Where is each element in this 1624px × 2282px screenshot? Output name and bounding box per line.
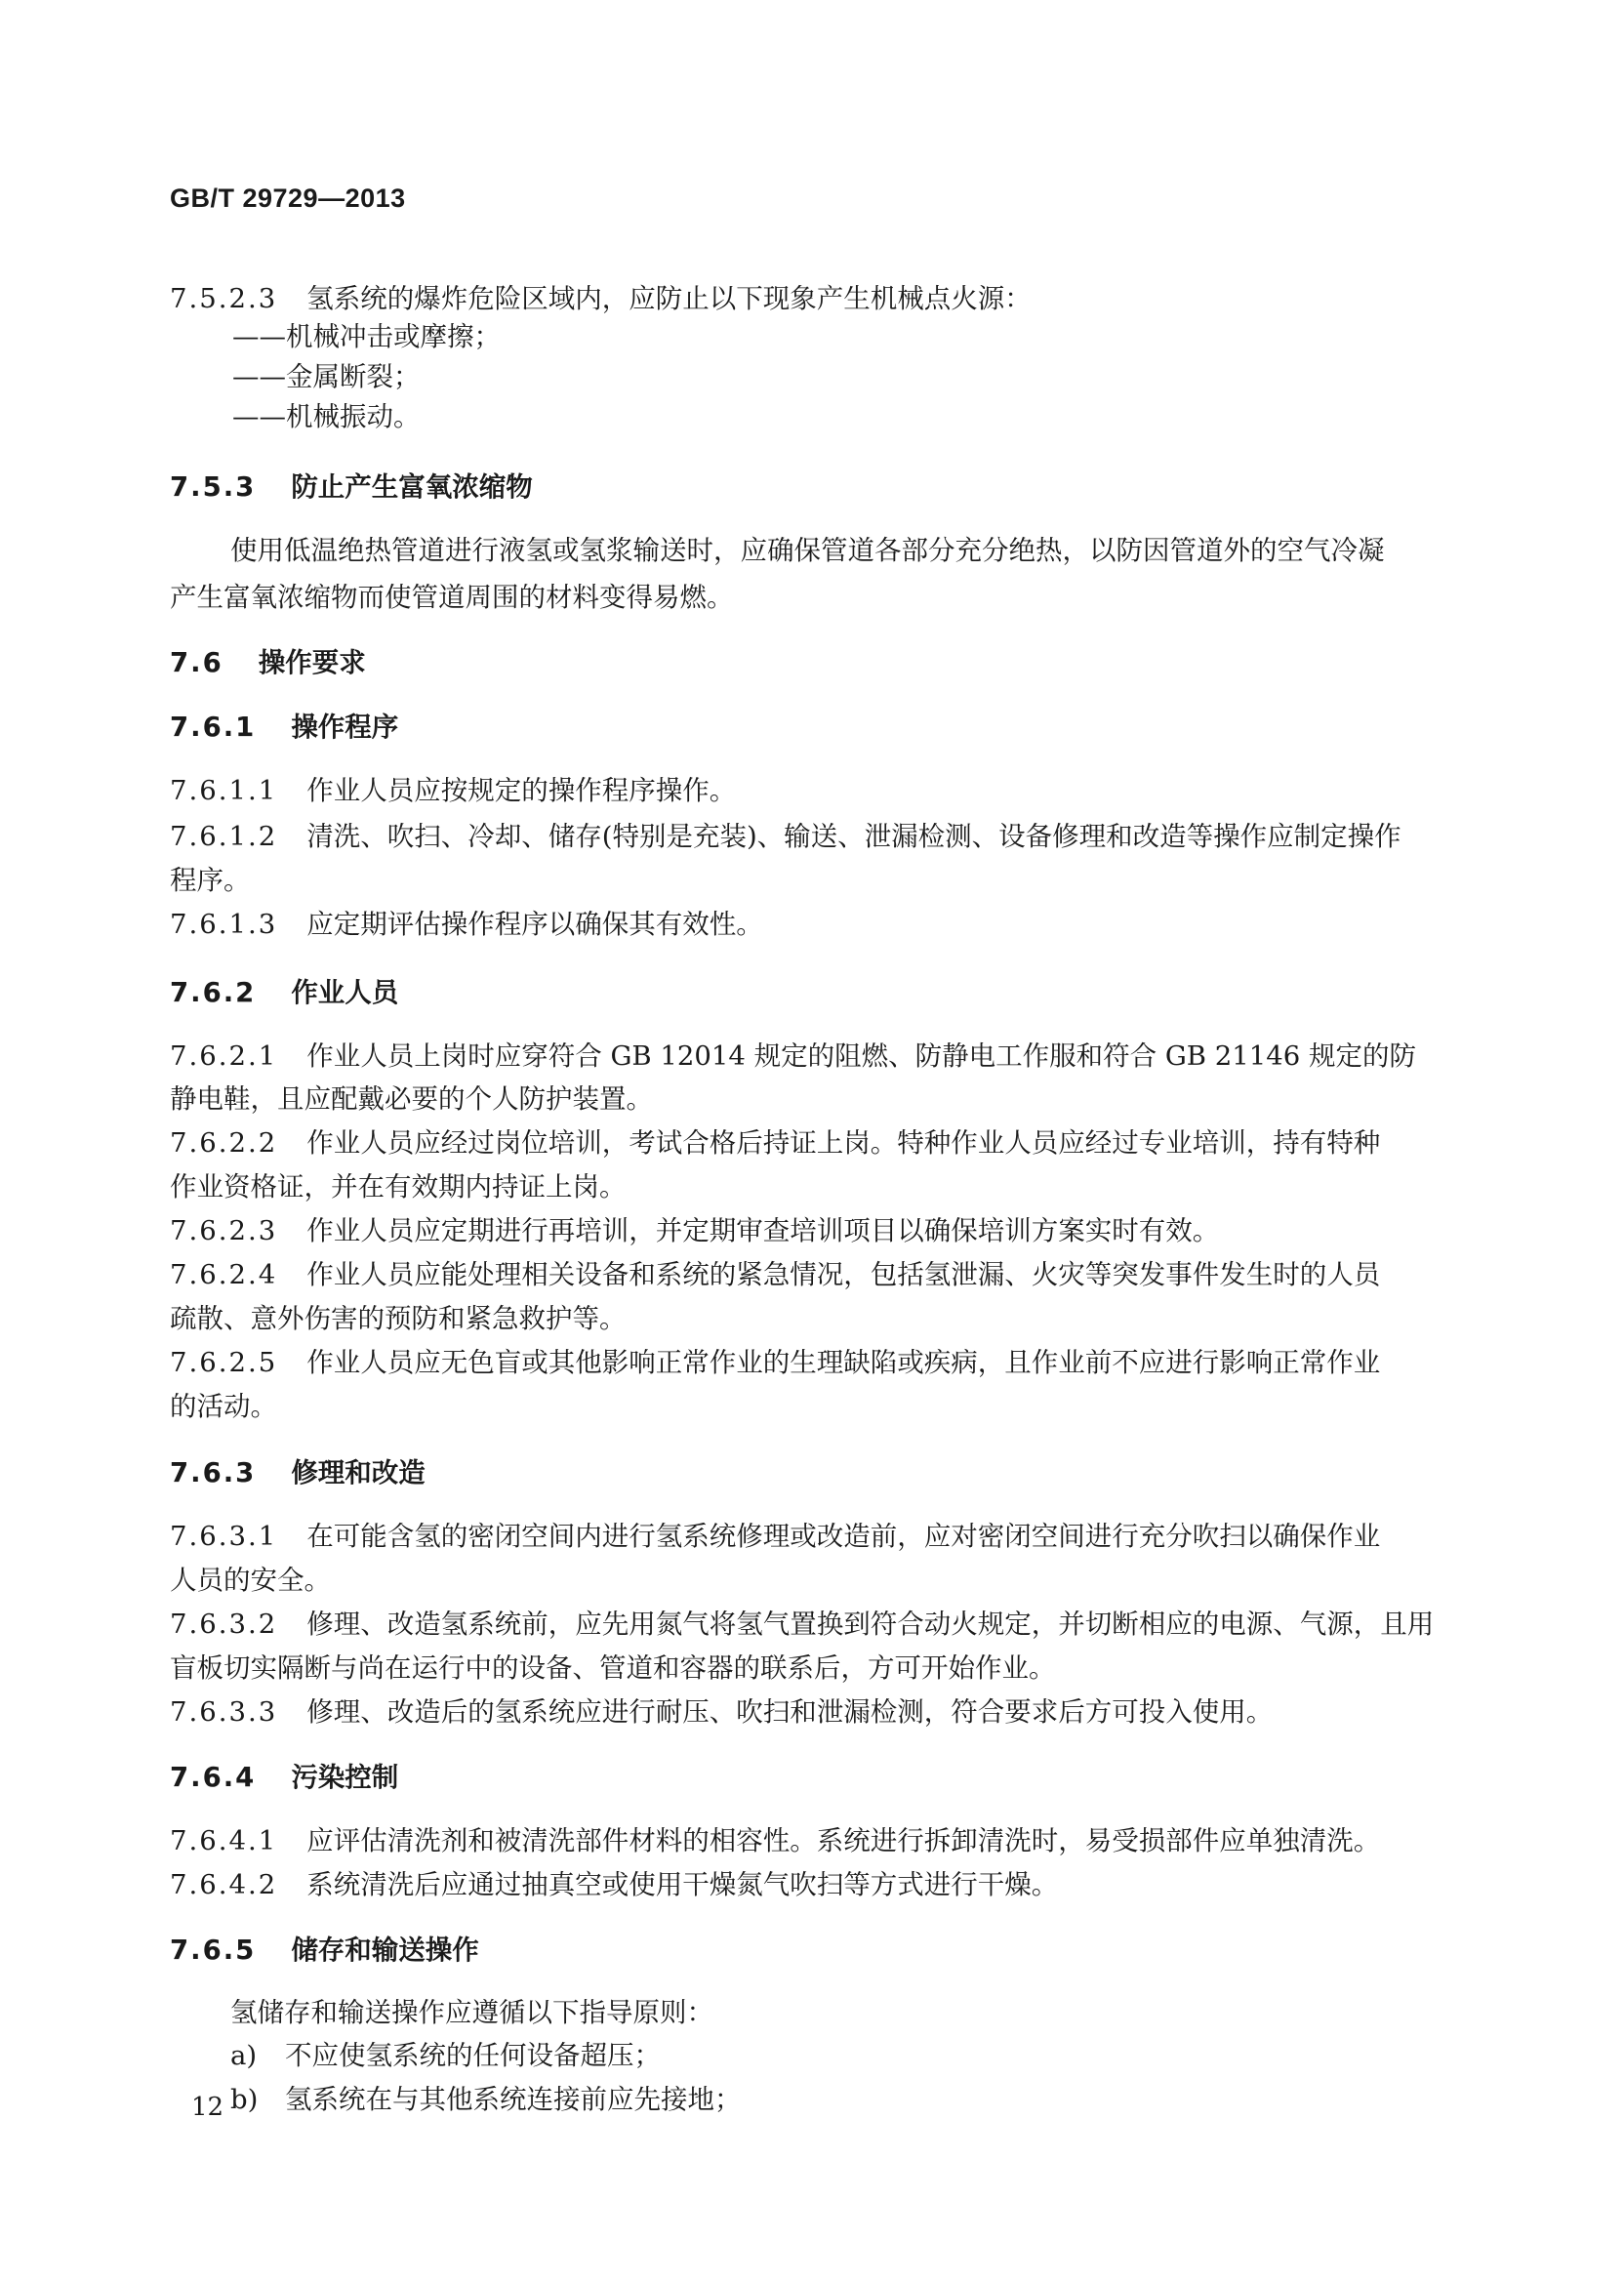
section-heading-7-6-2 [170,970,1439,1009]
clause-text: 作业人员应定期进行再培训，并定期审查培训项目以确保培训方案实时有效。 [306,1215,1220,1246]
paragraph-line: 氢储存和输送操作应遵循以下指导原则： [230,1997,713,2028]
clause-text: 作业人员上岗时应穿符合 GB 12014 规定的阻燃、防静电工作服和符合 GB 21146 规定的防 [306,1040,1416,1072]
clause-text: 系统清洗后应通过抽真空或使用干燥氮气吹扫等方式进行干燥。 [306,1869,1059,1900]
clause-text: 应评估清洗剂和被清洗部件材料的相容性。系统进行拆卸清洗时，易受损部件应单独清洗。 [306,1825,1381,1856]
clause-7-6-2-1 [170,1034,1439,1073]
clause-text: 应定期评估操作程序以确保其有效性。 [306,909,763,940]
clause-7-6-1-1 [170,768,1439,807]
heading-title: 修理和改造 [291,1457,426,1488]
paragraph-line: 产生富氧浓缩物而使管道周围的材料变得易燃。 [170,582,734,613]
clause-text: 作业人员应能处理相关设备和系统的紧急情况，包括氢泄漏、火灾等突发事件发生时的人员 [306,1259,1381,1290]
section-heading-7-6 [170,640,1439,679]
clause-7-6-1-3 [170,902,1439,941]
clause-number: 7.6.4.2 [170,1869,278,1900]
dash-item: ——机械振动。 [232,401,421,432]
clause-number: 7.6.3.1 [170,1521,278,1552]
clause-7-6-3-3 [170,1690,1439,1729]
clause-continuation: 盲板切实隔断与尚在运行中的设备、管道和容器的联系后，方可开始作业。 [170,1652,1056,1684]
clause-number: 7.6.2.4 [170,1259,278,1290]
clause-7-6-3-1 [170,1514,1439,1553]
clause-7-6-3-2 [170,1602,1439,1641]
clause-number: 7.6.1.2 [170,821,278,852]
page-number: 12 [191,2093,224,2122]
clause-7-6-4-2 [170,1862,1439,1901]
clause-number: 7.6.3.2 [170,1609,278,1640]
clause-number: 7.6.3.3 [170,1696,278,1728]
list-item-b [230,2077,1499,2116]
clause-number: 7.6.2.3 [170,1215,278,1246]
heading-number: 7.6.5 [170,1935,257,1966]
clause-number: 7.6.1.3 [170,909,278,940]
heading-title: 储存和输送操作 [291,1935,479,1966]
clause-number: 7.6.2.2 [170,1127,278,1159]
clause-7-6-2-5 [170,1340,1439,1379]
list-item-a [230,2033,1499,2072]
clause-7-6-2-2 [170,1121,1439,1160]
clause-text: 清洗、吹扫、冷却、储存(特别是充装)、输送、泄漏检测、设备修理和改造等操作应制定操作 [306,821,1401,852]
clause-continuation: 程序。 [170,865,251,896]
clause-continuation: 静电鞋，且应配戴必要的个人防护装置。 [170,1083,653,1115]
heading-title: 作业人员 [291,977,399,1008]
clause-number: 7.5.2.3 [170,283,278,314]
section-heading-7-6-1 [170,705,1439,744]
clause-number: 7.6.4.1 [170,1825,278,1856]
clause-7-6-2-4 [170,1252,1439,1291]
dash-item: ——机械冲击或摩擦； [232,321,501,352]
clause-7-6-2-3 [170,1208,1439,1247]
clause-text: 作业人员应按规定的操作程序操作。 [306,775,737,806]
list-item-label: a) [230,2040,258,2071]
clause-7-6-1-2 [170,814,1439,853]
heading-title: 操作程序 [291,712,399,743]
clause-text: 修理、改造氢系统前，应先用氮气将氢气置换到符合动火规定，并切断相应的电源、气源，且用 [306,1609,1435,1640]
clause-7-5-2-3 [170,276,1439,315]
clause-number: 7.6.2.1 [170,1040,278,1072]
heading-title: 污染控制 [291,1762,399,1793]
heading-number: 7.6.4 [170,1762,257,1793]
clause-text: 修理、改造后的氢系统应进行耐压、吹扫和泄漏检测，符合要求后方可投入使用。 [306,1696,1274,1728]
heading-title: 防止产生富氧浓缩物 [291,471,533,503]
list-item-text: 氢系统在与其他系统连接前应先接地； [285,2084,742,2115]
list-item-label: b) [230,2084,259,2115]
section-heading-7-6-5 [170,1928,1439,1967]
section-heading-7-5-3 [170,465,1439,504]
heading-number: 7.5.3 [170,471,257,503]
clause-continuation: 人员的安全。 [170,1565,331,1596]
heading-number: 7.6.1 [170,712,257,743]
clause-text: 作业人员应无色盲或其他影响正常作业的生理缺陷或疾病，且作业前不应进行影响正常作业 [306,1347,1381,1378]
clause-continuation: 疏散、意外伤害的预防和紧急救护等。 [170,1303,627,1334]
paragraph-line: 使用低温绝热管道进行液氢或氢浆输送时，应确保管道各部分充分绝热，以防因管道外的空气冷凝 [230,535,1385,566]
clause-text: 氢系统的爆炸危险区域内，应防止以下现象产生机械点火源： [306,283,1032,314]
dash-item: ——金属断裂； [232,361,421,392]
clause-continuation: 的活动。 [170,1391,277,1422]
section-heading-7-6-3 [170,1450,1439,1489]
heading-number: 7.6.3 [170,1457,257,1488]
section-heading-7-6-4 [170,1755,1439,1794]
clause-text: 作业人员应经过岗位培训，考试合格后持证上岗。特种作业人员应经过专业培训，持有特种 [306,1127,1381,1159]
clause-7-6-4-1 [170,1818,1439,1857]
heading-number: 7.6.2 [170,977,257,1008]
heading-title: 操作要求 [258,647,366,678]
clause-number: 7.6.2.5 [170,1347,278,1378]
list-item-text: 不应使氢系统的任何设备超压； [285,2040,661,2071]
clause-number: 7.6.1.1 [170,775,278,806]
heading-number: 7.6 [170,647,223,678]
standard-code-header: GB/T 29729—2013 [170,183,406,213]
clause-continuation: 作业资格证，并在有效期内持证上岗。 [170,1171,627,1202]
clause-text: 在可能含氢的密闭空间内进行氢系统修理或改造前，应对密闭空间进行充分吹扫以确保作业 [306,1521,1381,1552]
